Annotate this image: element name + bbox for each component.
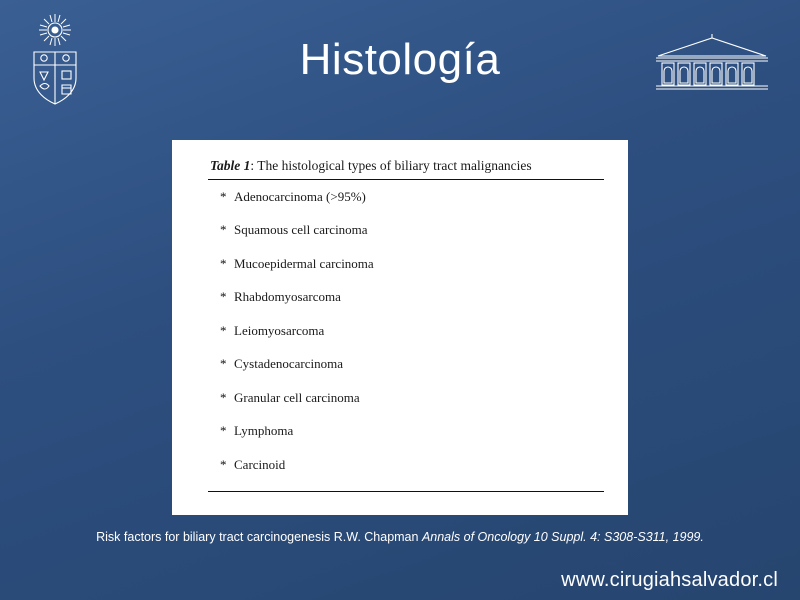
bullet-star-icon: *: [220, 255, 227, 271]
site-url[interactable]: www.cirugiahsalvador.cl: [561, 569, 778, 591]
list-item-label: Leiomyosarcoma: [234, 322, 325, 338]
list-item: [220, 391, 606, 406]
figure-caption-label: Table 1: [210, 158, 251, 173]
list-item: [220, 424, 606, 439]
list-item-label: Lymphoma: [234, 423, 294, 439]
histology-table-figure: [172, 140, 628, 515]
bullet-star-icon: *: [220, 222, 227, 238]
citation-plain: Risk factors for biliary tract carcinogenesis R.W. Chapman: [96, 530, 422, 544]
list-item-label: Carcinoid: [234, 456, 286, 472]
figure-caption-text: : The histological types of biliary tract malignancies: [250, 158, 532, 173]
bullet-star-icon: *: [220, 356, 227, 372]
list-item: [220, 257, 606, 272]
list-item-label: Squamous cell carcinoma: [234, 222, 368, 238]
bullet-star-icon: *: [220, 423, 227, 439]
bullet-star-icon: *: [220, 289, 227, 305]
histological-types-list: [194, 180, 606, 472]
list-item: [220, 357, 606, 372]
list-item-label: Cystadenocarcinoma: [234, 356, 344, 372]
list-item: [220, 458, 606, 473]
hospital-building-icon: [652, 34, 772, 94]
citation-footnote: [60, 528, 740, 546]
figure-caption: [194, 158, 606, 179]
list-item-label: Granular cell carcinoma: [234, 389, 360, 405]
bullet-star-icon: *: [220, 389, 227, 405]
list-item-label: Adenocarcinoma (>95%): [234, 189, 366, 204]
figure-rule-bottom: [208, 491, 604, 492]
list-item: [220, 324, 606, 339]
list-item: [220, 290, 606, 305]
list-item: [220, 190, 606, 205]
list-item: [220, 223, 606, 238]
list-item-label: Mucoepidermal carcinoma: [234, 255, 374, 271]
bullet-star-icon: *: [220, 456, 227, 472]
bullet-star-icon: *: [220, 189, 227, 204]
citation-italic: Annals of Oncology 10 Suppl. 4: S308-S311, 1999.: [421, 530, 704, 544]
list-item-label: Rhabdomyosarcoma: [234, 289, 341, 305]
page-title: Histología: [299, 35, 501, 84]
bullet-star-icon: *: [220, 322, 227, 338]
